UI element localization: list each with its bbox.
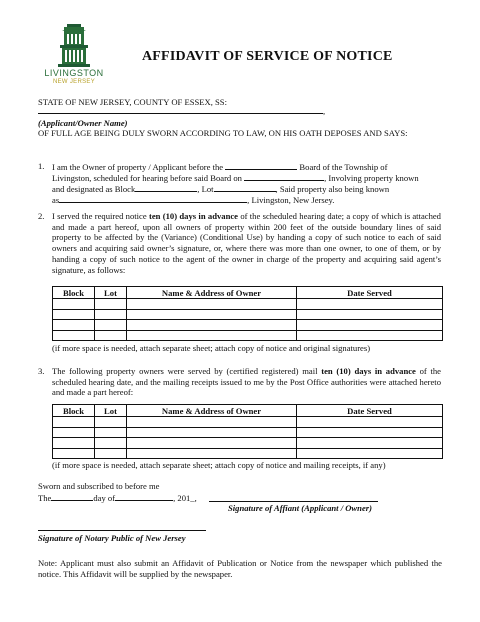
applicant-label: (Applicant/Owner Name): [38, 118, 128, 128]
col-lot: Lot: [95, 405, 127, 417]
affiant-signature-field[interactable]: [209, 501, 378, 502]
livingston-logo: [36, 24, 112, 90]
item-1-line-4: as , Livingston, New Jersey.: [52, 195, 335, 205]
hand-delivery-table: [52, 286, 443, 341]
item-1-line-3: and designated as Block , Lot , Said property also being known: [52, 184, 390, 194]
logo-town-name: LIVINGSTON: [44, 68, 104, 78]
item-1-line-2: Livingston, scheduled for hearing before said Board on , Involving property known: [52, 173, 419, 183]
lot-field[interactable]: [214, 183, 276, 192]
item-2-note: (if more space is needed, attach separate sheet; attach copy of notice and original signatures): [52, 343, 371, 353]
col-block: Block: [53, 287, 95, 299]
mail-service-table: [52, 404, 443, 459]
board-name-field[interactable]: [225, 161, 297, 170]
col-date-served: Date Served: [297, 405, 443, 417]
col-owner: Name & Address of Owner: [127, 287, 297, 299]
property-address-field[interactable]: [59, 194, 247, 203]
col-owner: Name & Address of Owner: [127, 405, 297, 417]
oath-statement: OF FULL AGE BEING DULY SWORN ACCORDING TO LAW, ON HIS OATH DEPOSES AND SAYS:: [38, 128, 408, 138]
town-hall-icon: [36, 24, 112, 70]
col-date-served: Date Served: [297, 287, 443, 299]
table-row[interactable]: [53, 448, 443, 459]
logo-state-name: NEW JERSEY: [52, 79, 95, 85]
notary-signature-field[interactable]: [38, 530, 206, 531]
newspaper-note: Note: Applicant must also submit an Affidavit of Publication or Notice from the newspaper which published the notice. This Affidavit will be supplied by the newspaper.: [38, 558, 442, 579]
month-field[interactable]: [115, 492, 173, 501]
table-row[interactable]: [53, 299, 443, 310]
col-block: Block: [53, 405, 95, 417]
affiant-signature-label: Signature of Affiant (Applicant / Owner): [228, 503, 372, 513]
table-row[interactable]: [53, 320, 443, 331]
item-3-note: (if more space is needed, attach separate sheet; attach copy of notice and mailing receipts, if any): [52, 460, 386, 470]
page-title: AFFIDAVIT OF SERVICE OF NOTICE: [142, 49, 393, 64]
day-field[interactable]: [51, 492, 93, 501]
sworn-line: Sworn and subscribed to before me: [38, 481, 160, 491]
table-row[interactable]: [53, 427, 443, 438]
table-row[interactable]: [53, 309, 443, 320]
col-lot: Lot: [95, 287, 127, 299]
item-2-text: I served the required notice ten (10) days in advance of the scheduled hearing date; a copy of which is attached and made a part hereof, upon all owners of property within 200 feet of the outside boundary lines of said property to be affected by the (Variance) (Conditional Use) by handing a copy of such notice to each of said owners and acquiring said owner’s signature, or, where there was more than one owner, to one of them, or by handing a copy of such notice to the agent of the owner in charge of the property and acquiring said agent’s signature, as follows:: [52, 211, 441, 275]
block-field[interactable]: [135, 183, 197, 192]
state-county-line: STATE OF NEW JERSEY, COUNTY OF ESSEX, SS:: [38, 97, 227, 107]
applicant-name-field[interactable]: ,: [38, 105, 325, 117]
table-row[interactable]: [53, 330, 443, 341]
item-1-number: 1.: [38, 161, 45, 171]
notary-signature-label: Signature of Notary Public of New Jersey: [38, 533, 186, 543]
table-row[interactable]: [53, 417, 443, 428]
item-3-text: The following property owners were served by (certified registered) mail ten (10) days in advance of the scheduled hearing date, and the mailing receipts issued to me by the Post Office authorities were attached hereto and made a part hereof:: [52, 366, 441, 398]
item-3-number: 3.: [38, 366, 45, 376]
item-2-number: 2.: [38, 211, 45, 221]
table-header-row: [53, 405, 443, 417]
item-1-line-1: I am the Owner of property / Applicant before the Board of the Township of: [52, 162, 388, 172]
table-row[interactable]: [53, 438, 443, 449]
hearing-date-field[interactable]: [244, 172, 324, 181]
table-header-row: [53, 287, 443, 299]
sworn-date-line: The day of , 201_,: [38, 493, 197, 503]
